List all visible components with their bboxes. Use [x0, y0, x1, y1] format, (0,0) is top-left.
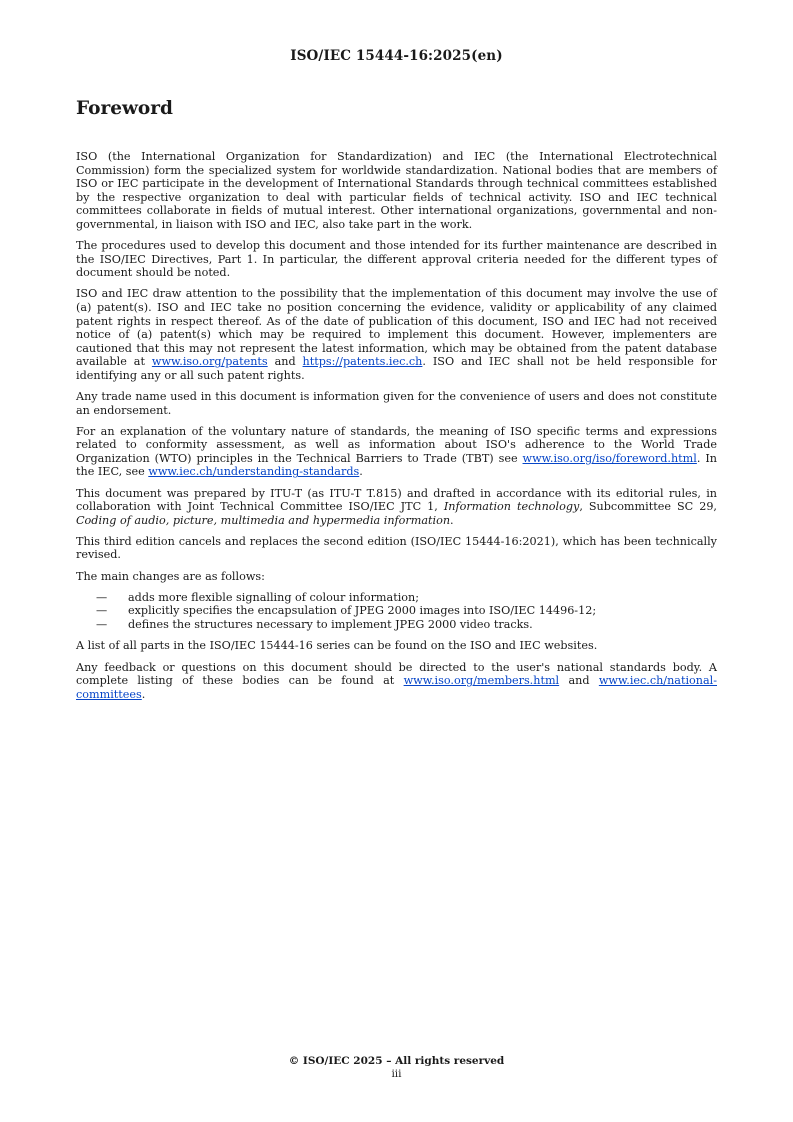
- link-iec-understanding-standards[interactable]: www.iec.ch/understanding-standards: [148, 465, 360, 479]
- page-title: Foreword: [76, 98, 173, 119]
- feedback-text-1: Any feedback or questions on this document should be directed to the user's national standards body. A complete listing of these bodies can be found at: [76, 660, 717, 688]
- paragraph-organizations: ISO (the International Organization for Standardization) and IEC (the International Electrotechnical Commission) form the specialized system for worldwide standardization. National bodies that are members of ISO or IEC participate in the development of International Standards through technical committees established by the respective organization to deal with particular fields of technical activity. ISO and IEC technical committees collaborate in fields of mutual interest. Other international organizations, governmental and non-governmental, in liaison with ISO and IEC, also take part in the work.: [76, 150, 717, 231]
- page-footer: [0, 1055, 793, 1081]
- patents-text-2: and: [267, 355, 303, 369]
- link-iec-patents[interactable]: https://patents.iec.ch: [302, 355, 423, 369]
- prepared-text-1: This document was prepared by ITU-T (as ITU-T T.815) and drafted in accordance with its editorial rules, in collaboration with Joint Technical Committee ISO/IEC JTC 1,: [76, 486, 717, 514]
- list-item-text: defines the structures necessary to implement JPEG 2000 video tracks.: [128, 617, 533, 631]
- foreword-body: [76, 150, 717, 709]
- feedback-text-3: .: [141, 687, 146, 701]
- prepared-text-2: , Subcommittee SC 29,: [579, 500, 717, 514]
- page-number: iii: [391, 1068, 402, 1080]
- voluntary-text-2: . In the IEC, see: [76, 451, 717, 479]
- paragraph-feedback: [76, 661, 717, 702]
- link-iso-patents[interactable]: www.iso.org/patents: [151, 355, 268, 369]
- paragraph-procedures: The procedures used to develop this document and those intended for its further maintenance are described in the ISO/IEC Directives, Part 1. In particular, the different approval criteria needed for the different types of document should be noted.: [76, 239, 717, 280]
- document-header: ISO/IEC 15444-16:2025(en): [290, 48, 503, 64]
- link-iec-national-committees[interactable]: www.iec.ch/national-committees: [76, 674, 717, 701]
- link-iso-members[interactable]: www.iso.org/members.html: [403, 674, 560, 688]
- prepared-text-3: .: [450, 513, 454, 527]
- paragraph-prepared-by: [76, 487, 717, 528]
- patents-text-3: . ISO and IEC shall not be held responsible for identifying any or all such patent rights.: [76, 355, 717, 382]
- paragraph-parts-list: A list of all parts in the ISO/IEC 15444-16 series can be found on the ISO and IEC websites.: [76, 639, 598, 653]
- paragraph-edition: This third edition cancels and replaces the second edition (ISO/IEC 15444-16:2021), which has been technically revised.: [76, 534, 717, 562]
- changes-list: [76, 591, 717, 632]
- list-item-text: adds more flexible signalling of colour information;: [128, 590, 419, 604]
- list-dash: —: [96, 617, 108, 631]
- voluntary-text-3: .: [359, 465, 363, 479]
- prepared-italic-1: Information technology: [443, 500, 580, 514]
- copyright-notice: © ISO/IEC 2025 – All rights reserved: [288, 1055, 505, 1067]
- paragraph-trade-name: Any trade name used in this document is information given for the convenience of users and does not constitute an endorsement.: [76, 390, 717, 417]
- list-dash: —: [96, 590, 108, 604]
- list-item: [76, 591, 717, 605]
- paragraph-patents: [76, 287, 717, 382]
- list-dash: —: [96, 604, 108, 618]
- patents-text-1: ISO and IEC draw attention to the possibility that the implementation of this document may involve the use of (a) patent(s). ISO and IEC take no position concerning the evidence, validity or applicability of any claimed patent rights in respect thereof. As of the date of publication of this document, ISO and IEC had not received notice of (a) patent(s) which may be required to implement this document. However, implementers are cautioned that this may not represent the latest information, which may be obtained from the patent database available at: [76, 287, 717, 369]
- paragraph-main-changes: The main changes are as follows:: [76, 569, 265, 583]
- paragraph-voluntary-nature: [76, 425, 717, 479]
- list-item-text: explicitly specifies the encapsulation of JPEG 2000 images into ISO/IEC 14496-12;: [128, 604, 597, 618]
- voluntary-text-1: For an explanation of the voluntary nature of standards, the meaning of ISO specific terms and expressions related to conformity assessment, as well as information about ISO's adherence to the World Trade Organization (WTO) principles in the Technical Barriers to Trade (TBT) see: [76, 424, 717, 465]
- link-iso-foreword[interactable]: www.iso.org/iso/foreword.html: [522, 451, 697, 465]
- list-item: [76, 618, 717, 632]
- prepared-italic-2: Coding of audio, picture, multimedia and hypermedia information: [76, 513, 451, 527]
- feedback-text-2: and: [559, 674, 599, 688]
- list-item: [76, 604, 717, 618]
